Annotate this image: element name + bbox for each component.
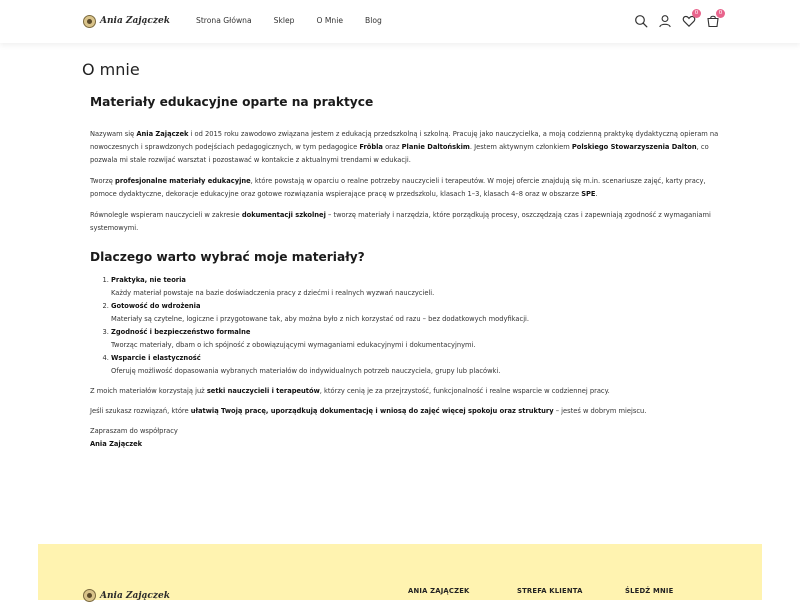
documentation-paragraph: Równolegle wspieram nauczycieli w zakresie dokumentacji szkolnej – tworzę materiały i narzędzia, które porządkują procesy, oszczędzają czas i zapewniają zgodność z wymaganiami systemowymi. xyxy=(90,211,711,232)
logo-emblem-icon xyxy=(83,589,96,602)
site-header xyxy=(0,0,800,43)
main-nav xyxy=(196,16,404,25)
materials-paragraph: Tworzę profesjonalne materiały edukacyjne, które powstają w oparciu o realne potrzeby nauczycieli i terapeutów. W mojej ofercie znajdują się m.in. scenariusze zajęć, karty pracy, pomoce dydaktyczne, dekoracje edukacyjne oraz gotowe rozwiązania wspierające pracę w przedszkolu, klasach 1–3, klasach 4–8 oraz w obszarze SPE. xyxy=(90,177,706,198)
logo-emblem-icon xyxy=(83,15,96,28)
nav-item-home[interactable]: Strona Główna xyxy=(196,16,252,25)
wishlist-heart-icon[interactable] xyxy=(682,10,699,28)
nav-item-blog[interactable]: Blog xyxy=(365,16,382,25)
header-icons xyxy=(624,10,723,28)
benefits-list xyxy=(90,274,720,378)
footer-heading-brand: ANIA ZAJĄCZEK xyxy=(408,587,470,595)
closing-text: Zapraszam do współpracy xyxy=(90,427,178,435)
footer-heading-follow: ŚLEDŹ MNIE xyxy=(625,587,674,595)
intro-paragraph: Nazywam się Ania Zajączek i od 2015 roku zawodowo związana jestem z edukacją przedszkolną i szkolną. Pracuję jako nauczycielka, a moją codzienną praktykę dydaktyczną opieram na nowoczesnych i sprawdzonych podejściach pedagogicznych, w tym pedagogice Fröbla oraz Planie Daltońskim. Jestem aktywnym członkiem Polskiego Stowarzyszenia Dalton, co pozwala mi stale rozwijać warsztat i pozostawać w kontakcie z aktualnymi trendami w edukacji. xyxy=(90,130,719,164)
about-content xyxy=(90,95,720,451)
section-heading-why: Dlaczego warto wybrać moje materiały? xyxy=(90,250,365,264)
site-logo[interactable] xyxy=(83,13,170,29)
list-item: 3. Zgodność i bezpieczeństwo formalne Tworząc materiały, dbam o ich spójność z obowiązującymi wymaganiami edukacyjnymi i dokumentacyjnymi. xyxy=(111,326,720,352)
list-item: 2. Gotowość do wdrożenia Materiały są czytelne, logiczne i przygotowane tak, aby można było z nich korzystać od razu – bez dodatkowych modyfikacji. xyxy=(111,300,720,326)
signature: Ania Zajączek xyxy=(90,440,143,448)
site-footer xyxy=(38,544,762,600)
cart-icon[interactable] xyxy=(706,10,723,28)
search-icon[interactable] xyxy=(634,14,648,28)
logo-text: Ania Zajączek xyxy=(100,16,170,26)
footer-logo-text: Ania Zajączek xyxy=(100,590,170,601)
section-heading-materials: Materiały edukacyjne oparte na praktyce xyxy=(90,95,374,109)
wishlist-count-badge: 0 xyxy=(692,9,701,18)
account-icon[interactable] xyxy=(658,14,672,28)
users-paragraph: Z moich materiałów korzystają już setki nauczycieli i terapeutów, którzy cenią je za przejrzystość, funkcjonalność i realne wsparcie w codziennej pracy. xyxy=(90,387,610,395)
cart-count-badge: 0 xyxy=(716,9,725,18)
footer-logo[interactable] xyxy=(83,589,170,602)
nav-item-about[interactable]: O Mnie xyxy=(316,16,344,25)
list-item: 4. Wsparcie i elastyczność Oferuję możliwość dopasowania wybranych materiałów do indywidualnych potrzeb nauczyciela, grupy lub placówki. xyxy=(111,352,720,378)
nav-item-shop[interactable]: Sklep xyxy=(273,16,295,25)
invitation-paragraph: Jeśli szukasz rozwiązań, które ułatwią Twoją pracę, uporządkują dokumentację i wniosą do zajęć więcej spokoju oraz struktury – jesteś w dobrym miejscu. xyxy=(90,407,647,415)
page-title: O mnie xyxy=(82,60,140,79)
list-item: 1. Praktyka, nie teoria Każdy materiał powstaje na bazie doświadczenia pracy z dziećmi i realnych wyzwań nauczycieli. xyxy=(111,274,720,300)
footer-heading-customer: STREFA KLIENTA xyxy=(517,587,583,595)
